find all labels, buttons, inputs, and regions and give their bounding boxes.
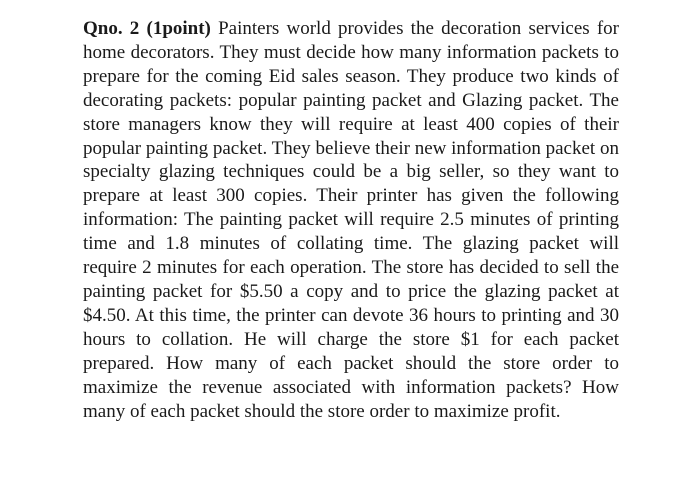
question-label: Qno. 2 (1point)	[83, 18, 211, 39]
question-paragraph	[83, 17, 619, 423]
question-text: Painters world provides the decoration services for home decorators. They must decide how many information packets to prepare for the coming Eid sales season. They produce two kinds of decorating packets: popular painting packet and Glazing packet. The store managers know they will require at least 400 copies of their popular painting packet. They believe their new information packet on specialty glazing techniques could be a big seller, so they want to prepare at least 300 copies. Their printer has given the following information: The painting packet will require 2.5 minutes of printing time and 1.8 minutes of collating time. The glazing packet will require 2 minutes for each operation. The store has decided to sell the painting packet for $5.50 a copy and to price the glazing packet at $4.50. At this time, the printer can devote 36 hours to printing and 30 hours to collation. He will charge the store $1 for each packet prepared. How many of each packet should the store order to maximize the revenue associated with information packets? How many of each packet should the store order to maximize profit.	[83, 18, 619, 422]
